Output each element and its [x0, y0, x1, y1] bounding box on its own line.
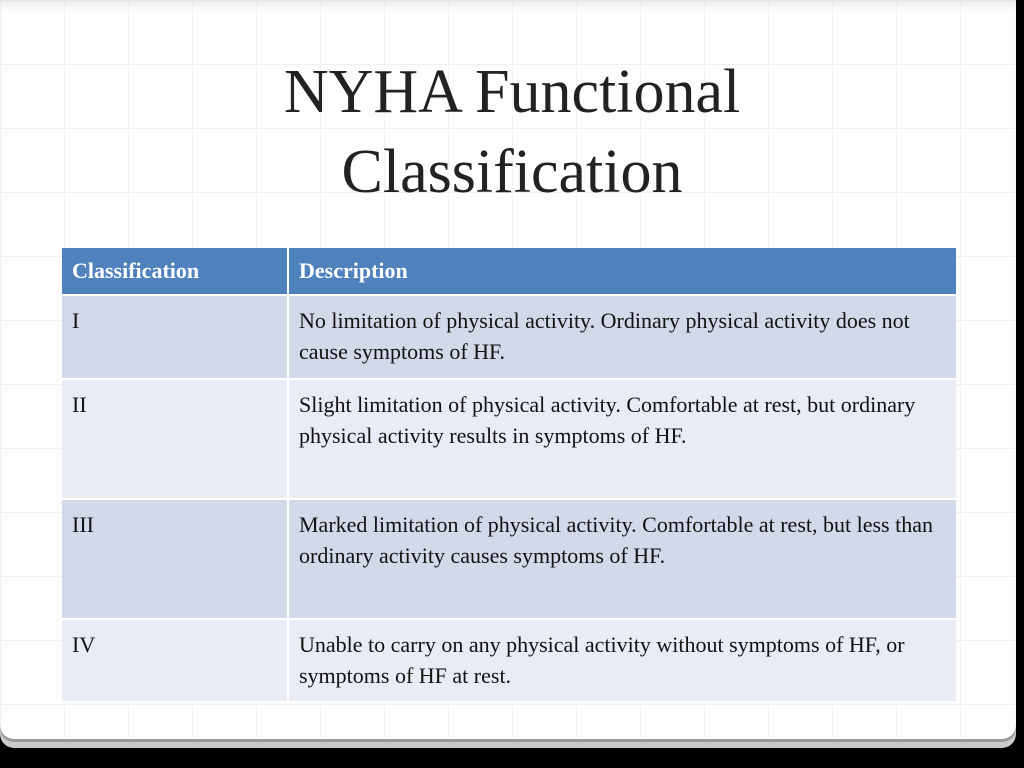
description-cell: Marked limitation of physical activity. Comfortable at rest, but less than ordinary activity causes symptoms of HF. [288, 499, 956, 619]
header-description: Description [288, 248, 956, 295]
description-cell: No limitation of physical activity. Ordinary physical activity does not cause symptoms of HF. [288, 295, 956, 379]
title-line-2: Classification [341, 138, 683, 206]
class-cell: III [62, 499, 288, 619]
class-cell: IV [62, 619, 288, 702]
slide-title [0, 52, 1024, 212]
table-row [62, 379, 956, 499]
table-header-row [62, 248, 956, 295]
title-line-1: NYHA Functional [283, 58, 741, 126]
classification-table [62, 248, 956, 703]
class-cell: II [62, 379, 288, 499]
table-row [62, 619, 956, 702]
table-row [62, 499, 956, 619]
description-cell: Slight limitation of physical activity. Comfortable at rest, but ordinary physical activity results in symptoms of HF. [288, 379, 956, 499]
table-row [62, 295, 956, 379]
header-classification: Classification [62, 248, 288, 295]
class-cell: I [62, 295, 288, 379]
description-cell: Unable to carry on any physical activity without symptoms of HF, or symptoms of HF at rest. [288, 619, 956, 702]
